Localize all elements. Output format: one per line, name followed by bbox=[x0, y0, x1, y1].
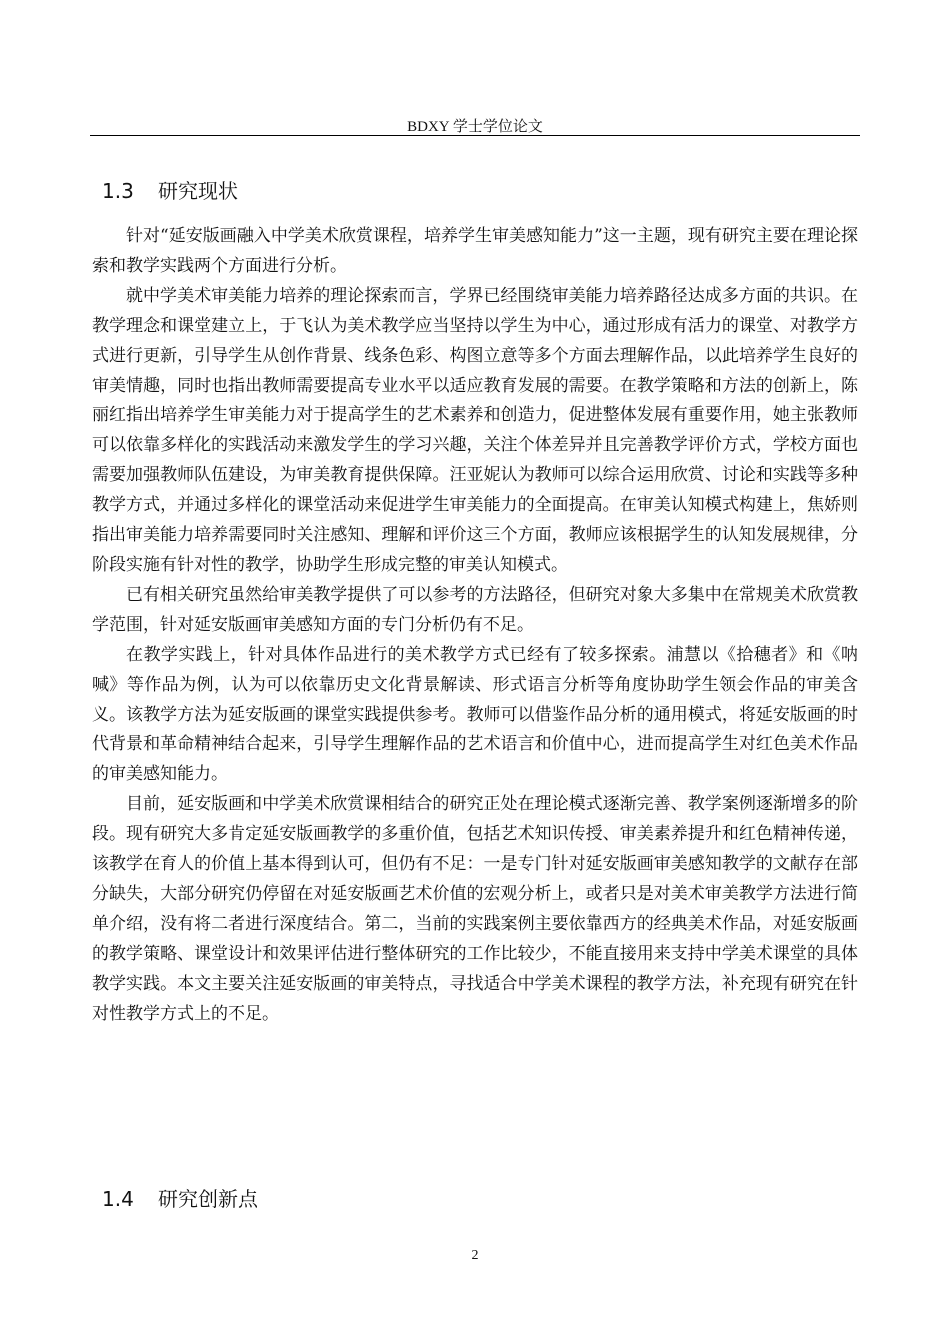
paragraph-gap: 已有相关研究虽然给审美教学提供了可以参考的方法路径，但研究对象大多集中在常规美术欣赏教学范围，针对延安版画审美感知方面的专门分析仍有不足。 bbox=[92, 584, 858, 635]
section-heading-1-4 bbox=[102, 1185, 258, 1213]
paragraph-theory: 就中学美术审美能力培养的理论探索而言，学界已经围绕审美能力培养路径达成多方面的共识。在教学理念和课堂建立上，于飞认为美术教学应当坚持以学生为中心，通过形成有活力的课堂、对教学方式进行更新，引导学生从创作背景、线条色彩、构图立意等多个方面去理解作品，以此培养学生良好的审美情趣，同时也指出教师需要提高专业水平以适应教育发展的需要。在教学策略和方法的创新上，陈丽红指出培养学生审美能力对于提高学生的艺术素养和创造力，促进整体发展有重要作用，她主张教师可以依靠多样化的实践活动来激发学生的学习兴趣，关注个体差异并且完善教学评价方式，学校方面也需要加强教师队伍建设，为审美教育提供保障。汪亚妮认为教师可以综合运用欣赏、讨论和实践等多种教学方式，并通过多样化的课堂活动来促进学生审美能力的全面提高。在审美认知模式构建上，焦娇则指出审美能力培养需要同时关注感知、理解和评价这三个方面，教师应该根据学生的认知发展规律，分阶段实施有针对性的教学，协助学生形成完整的审美认知模式。 bbox=[92, 285, 858, 575]
section-title: 研究现状 bbox=[158, 179, 238, 203]
paragraph-practice: 在教学实践上，针对具体作品进行的美术教学方式已经有了较多探索。浦慧以《拾穗者》和《呐喊》等作品为例，认为可以依靠历史文化背景解读、形式语言分析等角度协助学生领会作品的审美含义。该教学方法为延安版画的课堂实践提供参考。教师可以借鉴作品分析的通用模式，将延安版画的时代背景和革命精神结合起来，引导学生理解作品的艺术语言和价值中心，进而提高学生对红色美术作品的审美感知能力。 bbox=[92, 644, 858, 785]
section-heading-1-3 bbox=[102, 177, 238, 205]
header-rule bbox=[90, 135, 860, 136]
page-number: 2 bbox=[471, 1248, 479, 1263]
running-header: BDXY 学士学位论文 bbox=[407, 119, 543, 135]
section-number: 1.3 bbox=[102, 179, 134, 203]
section-body-1-3 bbox=[92, 222, 858, 1029]
paragraph-summary: 目前，延安版画和中学美术欣赏课相结合的研究正处在理论模式逐渐完善、教学案例逐渐增多的阶段。现有研究大多肯定延安版画教学的多重价值，包括艺术知识传授、审美素养提升和红色精神传递，该教学在育人的价值上基本得到认可，但仍有不足：一是专门针对延安版画审美感知教学的文献存在部分缺失，大部分研究仍停留在对延安版画艺术价值的宏观分析上，或者只是对美术审美教学方法进行简单介绍，没有将二者进行深度结合。第二，当前的实践案例主要依靠西方的经典美术作品，对延安版画的教学策略、课堂设计和效果评估进行整体研究的工作比较少，不能直接用来支持中学美术课堂的具体教学实践。本文主要关注延安版画的审美特点，寻找适合中学美术课程的教学方法，补充现有研究在针对性教学方式上的不足。 bbox=[92, 794, 858, 1024]
paragraph-intro: 针对“延安版画融入中学美术欣赏课程，培养学生审美感知能力”这一主题，现有研究主要在理论探索和教学实践两个方面进行分析。 bbox=[92, 226, 858, 276]
section-number: 1.4 bbox=[102, 1187, 134, 1211]
section-title: 研究创新点 bbox=[158, 1187, 258, 1211]
